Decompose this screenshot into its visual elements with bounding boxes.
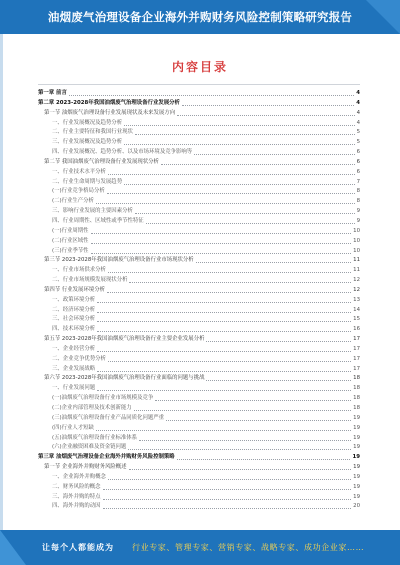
toc-entry[interactable]: [38, 276, 360, 286]
toc-entry-label: 一、政策环境分析: [52, 296, 96, 303]
toc-entry-page: 19: [353, 464, 360, 471]
toc-leader-dots: [206, 335, 351, 342]
toc-entry-label: 一、企业海外并购概念: [52, 473, 106, 480]
left-accent-stripe: [0, 34, 3, 530]
toc-entry[interactable]: [38, 99, 360, 109]
toc-entry-label: (二)行业生产分析: [52, 198, 94, 205]
toc-entry[interactable]: [38, 325, 360, 335]
toc-entry-label: 四、行业周期性、区域性或季节性特征: [52, 217, 144, 224]
toc-entry[interactable]: [38, 207, 360, 217]
toc-leader-dots: [108, 355, 351, 362]
toc-entry-label: 二、企业竞争优势分析: [52, 355, 106, 362]
toc-leader-dots: [128, 443, 351, 450]
toc-entry-page: 20: [353, 503, 360, 510]
toc-entry-page: 19: [352, 454, 360, 461]
toc-entry-page: 10: [353, 227, 360, 234]
toc-entry[interactable]: [38, 335, 360, 345]
toc-leader-dots: [177, 453, 351, 460]
toc-entry-page: 17: [353, 336, 360, 343]
toc-leader-dots: [96, 424, 351, 431]
toc-entry-page: 15: [353, 316, 360, 323]
toc-entry-page: 10: [353, 247, 360, 254]
toc-entry-label: 二、行业生命周期与发展趋势: [52, 178, 123, 185]
toc-leader-dots: [91, 247, 352, 254]
toc-entry[interactable]: [38, 394, 360, 404]
toc-entry-label: 三、海外并购的特点: [52, 493, 101, 500]
toc-entry[interactable]: [38, 286, 360, 296]
toc-entry-label: 四、行业发展概况、趋势分析、以及市场环境及竞争影响等: [52, 149, 193, 156]
toc-leader-dots: [124, 119, 354, 126]
toc-entry-label: 一、行业发展概况及趋势分析: [52, 119, 123, 126]
toc-entry[interactable]: [38, 89, 360, 99]
toc-entry-page: 19: [353, 473, 360, 480]
toc-leader-dots: [107, 187, 355, 194]
toc-entry[interactable]: [38, 148, 360, 158]
toc-entry-label: 三、行业发展概况及趋势分析: [52, 139, 123, 146]
toc-leader-dots: [108, 168, 355, 175]
toc-leader-dots: [108, 266, 351, 273]
toc-entry-label: 第一章 前言: [38, 90, 67, 96]
toc-entry-label: 一、行业技术水平分析: [52, 168, 106, 175]
toc-entry[interactable]: [38, 217, 360, 227]
toc-entry-label: 二、行业市场规模发展现状分析: [52, 277, 128, 284]
toc-entry[interactable]: [38, 483, 360, 493]
toc-entry[interactable]: [38, 296, 360, 306]
toc-entry[interactable]: [38, 365, 360, 375]
toc-entry[interactable]: [38, 227, 360, 237]
toc-list: [38, 89, 360, 512]
toc-leader-dots: [97, 296, 351, 303]
toc-entry-page: 4: [356, 109, 360, 116]
toc-entry-label: 第一节 油烟废气治理设备行业发展现状及未来发展方向: [44, 109, 176, 116]
toc-entry[interactable]: [38, 424, 360, 434]
toc-entry-label: 二、行业主要特征和我国行业现状: [52, 129, 133, 136]
toc-leader-dots: [146, 217, 355, 224]
toc-entry[interactable]: [38, 374, 360, 384]
toc-entry-page: 19: [353, 434, 360, 441]
footer-slogan: 让每个人都能成为: [42, 543, 114, 552]
toc-entry-page: 19: [353, 493, 360, 500]
toc-entry[interactable]: [38, 502, 360, 512]
toc-leader-dots: [69, 89, 354, 96]
toc-entry-page: 18: [353, 375, 360, 382]
toc-leader-dots: [97, 325, 351, 332]
toc-entry-page: 4: [356, 119, 360, 126]
toc-entry-label: 三、影响行业发展的主要因素分析: [52, 208, 133, 215]
toc-entry-label: 第三节 2023-2028年我国油烟废气治理设备行业市场现状分析: [44, 257, 194, 264]
toc-leader-dots: [96, 197, 355, 204]
footer-expert-list: 行业专家、管理专家、营销专家、战略专家、成功企业家……: [132, 543, 365, 552]
toc-entry[interactable]: [38, 138, 360, 148]
toc-leader-dots: [91, 237, 352, 244]
toc-entry-label: (三)油烟废气治理设备行业产品同质化问题严重: [52, 414, 165, 421]
toc-entry-label: (四)行业人才短缺: [52, 424, 94, 431]
toc-entry-label: 第六节 2023-2028年我国油烟废气治理设备行业面临的问题与挑战: [44, 375, 205, 382]
toc-entry-page: 13: [353, 296, 360, 303]
toc-entry[interactable]: [38, 434, 360, 444]
toc-entry-label: 一、行业发展问题: [52, 385, 96, 392]
footer-fold-decoration: [0, 530, 26, 565]
toc-entry-page: 12: [353, 286, 360, 293]
toc-leader-dots: [108, 473, 351, 480]
toc-entry-label: (二)企业内部管理及技术创新能力: [52, 405, 132, 411]
toc-leader-dots: [103, 493, 352, 500]
toc-leader-dots: [182, 99, 354, 106]
toc-entry[interactable]: [38, 109, 360, 119]
toc-entry-label: 第一节 企业海外并购财务风险概述: [44, 464, 127, 471]
toc-entry[interactable]: [38, 345, 360, 355]
toc-entry-page: 11: [353, 267, 360, 274]
toc-leader-dots: [139, 434, 351, 441]
toc-entry-page: 11: [353, 257, 360, 264]
toc-entry[interactable]: [38, 158, 360, 168]
toc-entry-label: 一、行业市场供求分析: [52, 267, 106, 274]
toc-leader-dots: [103, 483, 352, 490]
toc-entry-page: 5: [356, 139, 360, 146]
toc-entry-label: 第三章 油烟废气治理设备企业海外并购财务风险控制策略: [38, 454, 175, 461]
toc-entry-label: (一)行业竞争格局分析: [52, 188, 105, 195]
toc-entry-label: (三)行业季节性: [52, 247, 89, 254]
toc-entry-page: 17: [353, 345, 360, 352]
toc-leader-dots: [97, 315, 351, 322]
toc-entry-label: (六)企业融资困难及资金链问题: [52, 444, 127, 451]
toc-entry-page: 12: [353, 277, 360, 284]
toc-entry[interactable]: [38, 404, 360, 414]
toc-entry-label: (一)油烟废气治理设备行业市场规模及竞争: [52, 395, 154, 402]
toc-entry-label: (二)行业区域性: [52, 237, 89, 244]
toc-leader-dots: [97, 365, 351, 372]
toc-entry[interactable]: [38, 247, 360, 257]
toc-entry-label: 三、企业发展战略: [52, 365, 96, 372]
toc-heading: 内容目录: [171, 60, 228, 74]
toc-leader-dots: [97, 345, 351, 352]
toc-entry-page: 18: [353, 385, 360, 392]
toc-entry-label: 二、经济环境分析: [52, 306, 96, 313]
toc-entry[interactable]: [38, 168, 360, 178]
toc-entry-label: 三、社会环境分析: [52, 316, 96, 323]
toc-entry-page: 19: [353, 414, 360, 421]
header-banner: [0, 0, 400, 34]
toc-entry[interactable]: [38, 128, 360, 138]
report-title: 油烟废气治理设备企业海外并购财务风险控制策略研究报告: [47, 10, 353, 24]
toc-leader-dots: [129, 276, 351, 283]
toc-entry[interactable]: [38, 453, 360, 463]
toc-entry[interactable]: [38, 384, 360, 394]
toc-entry-page: 6: [356, 149, 360, 156]
toc-entry-label: 四、海外并购的动因: [52, 503, 101, 510]
toc-entry-label: (五)油烟废气治理设备行业标准体系: [52, 434, 138, 441]
toc-leader-dots: [91, 227, 352, 234]
toc-entry-page: 17: [353, 355, 360, 362]
toc-leader-dots: [177, 109, 354, 116]
toc-entry[interactable]: [38, 187, 360, 197]
toc-entry-page: 19: [353, 424, 360, 431]
toc-entry-page: 18: [353, 395, 360, 402]
toc-leader-dots: [194, 148, 354, 155]
toc-leader-dots: [135, 128, 355, 135]
toc-entry-label: 第五节 2023-2028年我国油烟废气治理设备行业主要企业发展分析: [44, 336, 205, 343]
toc-leader-dots: [155, 394, 351, 401]
toc-entry-page: 4: [356, 90, 360, 96]
toc-entry[interactable]: [38, 306, 360, 316]
toc-entry-page: 4: [356, 99, 360, 106]
toc-entry[interactable]: [38, 119, 360, 129]
toc-entry-page: 6: [356, 158, 360, 165]
toc-entry-page: 8: [356, 198, 360, 205]
toc-leader-dots: [135, 207, 355, 214]
toc-entry-page: 14: [353, 306, 360, 313]
toc-entry-label: 二、财务风险的概念: [52, 483, 101, 490]
toc-entry[interactable]: [38, 315, 360, 325]
toc-entry[interactable]: [38, 493, 360, 503]
toc-entry-page: 19: [353, 444, 360, 451]
toc-entry-page: 9: [356, 208, 360, 215]
toc-leader-dots: [196, 256, 351, 263]
toc-entry-page: 5: [356, 129, 360, 136]
toc-entry[interactable]: [38, 256, 360, 266]
toc-entry[interactable]: [38, 197, 360, 207]
toc-entry[interactable]: [38, 443, 360, 453]
toc-entry-page: 9: [356, 217, 360, 224]
toc-entry-page: 7: [356, 178, 360, 185]
toc-entry[interactable]: [38, 237, 360, 247]
toc-entry[interactable]: [38, 355, 360, 365]
toc-entry-label: 四、技术环境分析: [52, 326, 96, 333]
toc-leader-dots: [166, 414, 351, 421]
toc-entry-page: 17: [353, 365, 360, 372]
toc-entry-label: 一、企业经营分析: [52, 345, 96, 352]
toc-entry-page: 8: [356, 188, 360, 195]
toc-leader-dots: [206, 374, 351, 381]
toc-entry-label: (一)行业周期性: [52, 227, 89, 234]
toc-entry[interactable]: [38, 414, 360, 424]
toc-entry-page: 19: [353, 483, 360, 490]
toc-entry-label: 第四节 行业发展环境分析: [44, 286, 106, 293]
toc-leader-dots: [103, 502, 352, 509]
footer-banner: [0, 530, 400, 565]
toc-entry-label: 第二节 我国油烟废气治理设备行业发展现状分析: [44, 158, 159, 165]
toc-leader-dots: [134, 404, 351, 411]
toc-entry-page: 16: [353, 326, 360, 333]
toc-entry-page: 10: [353, 237, 360, 244]
toc-entry[interactable]: [38, 178, 360, 188]
toc-leader-dots: [124, 138, 354, 145]
table-of-contents: [38, 84, 360, 517]
toc-entry-label: 第二章 2023-2028年我国油烟废气治理设备行业发展分析: [38, 99, 180, 106]
toc-leader-dots: [124, 178, 354, 185]
toc-entry[interactable]: [38, 473, 360, 483]
toc-entry-page: 6: [356, 168, 360, 175]
toc-leader-dots: [97, 306, 351, 313]
toc-entry-page: 18: [353, 405, 360, 411]
toc-leader-dots: [129, 463, 352, 470]
toc-entry[interactable]: [38, 266, 360, 276]
toc-leader-dots: [107, 286, 351, 293]
toc-entry[interactable]: [38, 463, 360, 473]
toc-leader-dots: [161, 158, 355, 165]
toc-leader-dots: [97, 384, 351, 391]
